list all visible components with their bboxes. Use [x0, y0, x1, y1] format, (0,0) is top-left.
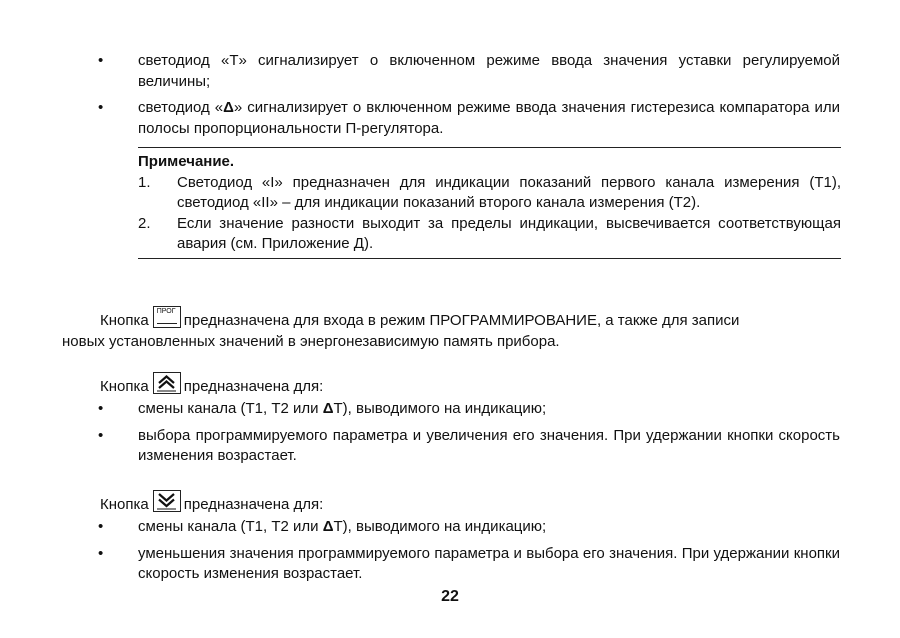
delta-symbol: Δ: [322, 518, 334, 535]
bullet-text-post: Т), выводимого на индикацию;: [333, 400, 547, 417]
note-text: Если значение разности выходит за пределы индикации, высвечивается соответствующая авария (см. Приложение Д).: [177, 214, 841, 252]
prog-key-paragraph: [62, 306, 840, 352]
note-number: 2.: [138, 214, 151, 232]
bullet-text: светодиод «T» сигнализирует о включенном режиме ввода значения уставки регулируемой величины;: [138, 52, 840, 90]
page-number: 22: [441, 588, 459, 605]
bullet-text-pre: смены канала (Т1, Т2 или: [138, 400, 323, 417]
bullet-text: выбора программируемого параметра и увеличения его значения. При удержании кнопки скорость изменения возрастает.: [138, 426, 840, 464]
bullet: •: [98, 544, 104, 562]
bullet: •: [98, 52, 104, 69]
down-key-bullet-list: [98, 517, 840, 585]
led-bullet-list: [98, 51, 840, 139]
list-item: [98, 51, 840, 92]
bullet-text-post: » сигнализирует о включенном режиме ввода значения гистерезиса компаратора или полосы пропорциональности П-регулятора.: [138, 99, 840, 137]
bullet-text-post: Т), выводимого на индикацию;: [333, 518, 547, 535]
delta-symbol: Δ: [322, 400, 334, 417]
double-chevron-down-icon: [153, 490, 181, 512]
note-text: Светодиод «I» предназначен для индикации показаний первого канала измерения (Т1), светодиод «II» – для индикации показаний второго канала измерения (Т2).: [177, 173, 841, 211]
down-key-heading: [100, 490, 840, 516]
up-key-bullet-list: [98, 399, 840, 467]
paragraph-text: предназначена для входа в режим ПРОГРАММИРОВАНИЕ, а также для записи: [183, 312, 740, 329]
note-list: [138, 173, 841, 255]
paragraph-line: [62, 306, 840, 332]
list-item: [98, 426, 840, 467]
lead-text: Кнопка: [100, 496, 149, 513]
note-title: Примечание.: [138, 153, 235, 170]
lead-text: Кнопка: [100, 378, 149, 395]
bullet: •: [98, 426, 104, 444]
prog-key-label: ПРОГ: [156, 308, 176, 315]
bullet: •: [98, 518, 104, 535]
bullet-text-pre: светодиод «: [138, 99, 224, 116]
heading-text: предназначена для:: [183, 378, 324, 395]
list-item: [98, 98, 840, 139]
bullet: •: [98, 99, 104, 116]
bullet-text-pre: смены канала (Т1, Т2 или: [138, 518, 323, 535]
note-item: [138, 173, 841, 214]
list-item: [98, 517, 840, 538]
bullet-text: уменьшения значения программируемого параметра и выбора его значения. При удержании кнопки скорость изменения возрастает.: [138, 544, 840, 582]
prog-key-icon: [153, 306, 181, 328]
note-item: [138, 214, 841, 255]
double-chevron-up-icon: [153, 372, 181, 394]
heading-text: предназначена для:: [183, 496, 324, 513]
delta-symbol: Δ: [223, 99, 234, 116]
note-number: 1.: [138, 173, 151, 191]
bullet: •: [98, 400, 104, 417]
lead-text: Кнопка: [100, 312, 149, 329]
note-block: [138, 147, 841, 259]
list-item: [98, 544, 840, 585]
up-key-heading: [100, 372, 840, 398]
list-item: [98, 399, 840, 420]
key-underline: [157, 323, 177, 324]
paragraph-line: новых установленных значений в энергонезависимую память прибора.: [62, 332, 560, 350]
